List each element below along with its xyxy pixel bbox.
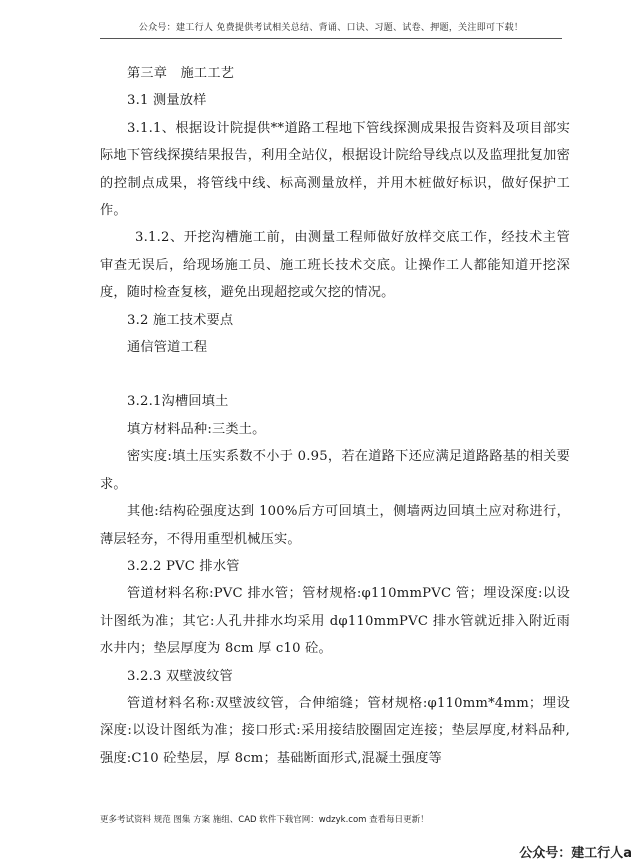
paragraph-3-1-2: 3.1.2、开挖沟槽施工前，由测量工程师做好放样交底工作，经技术主管审查无误后，给现场施工员、施工班长技术交底。让操作工人都能知道开挖深度，随时检查复核，避免出现超挖或欠挖的情况。 bbox=[100, 230, 570, 301]
page-footer: 更多考试资料 规范 图集 方案 施组、CAD 软件下载官网：wdzyk.com 查看每日更新！ bbox=[100, 815, 429, 825]
paragraph-3-2-1-c: 其他:结构砼强度达到 100%后方可回填土，侧墙两边回填土应对称进行，薄层轻夯，不得用重型机械压实。 bbox=[100, 504, 570, 547]
blank-line bbox=[100, 361, 570, 388]
page-header: 公众号：建工行人 免费提供考试相关总结、背诵、口诀、习题、试卷、押题，关注即可下载！ bbox=[138, 23, 524, 33]
paragraph-3-2-2: 管道材料名称:PVC 排水管；管材规格:φ110mmPVC 管；埋设深度:以设计图纸为准；其它:人孔井排水均采用 dφ110mmPVC 排水管就近排入附近雨水井内；垫层厚度为 8cm 厚 c10 砼。 bbox=[100, 586, 570, 657]
document-body bbox=[100, 60, 570, 772]
paragraph-3-2-1-a: 填方材料品种:三类土。 bbox=[127, 421, 266, 437]
section-heading-3-2-3: 3.2.3 双壁波纹管 bbox=[127, 668, 233, 684]
paragraph-3-2-1-b: 密实度:填土压实系数不小于 0.95，若在道路下还应满足道路路基的相关要求。 bbox=[100, 449, 570, 492]
chapter-heading: 第三章 施工工艺 bbox=[127, 66, 235, 81]
section-heading-3-2: 3.2 施工技术要点 bbox=[127, 312, 234, 328]
section-heading-3-1: 3.1 测量放样 bbox=[127, 93, 207, 109]
section-heading-3-2-2: 3.2.2 PVC 排水管 bbox=[127, 558, 240, 574]
header-divider bbox=[100, 38, 562, 39]
subsection-heading: 通信管道工程 bbox=[127, 340, 208, 356]
section-heading-3-2-1: 3.2.1沟槽回填土 bbox=[127, 394, 229, 410]
paragraph-3-1-1: 3.1.1、根据设计院提供**道路工程地下管线探测成果报告资料及项目部实际地下管线探摸结果报告，利用全站仪，根据设计院给导线点以及监理批复加密的控制点成果，将管线中线、标高测量放样，并用木桩做好标识，做好保护工作。 bbox=[100, 120, 570, 219]
paragraph-3-2-3: 管道材料名称:双壁波纹管，合伸缩缝；管材规格:φ110mm*4mm；埋设深度:以设计图纸为准；接口形式:采用接结胶圈固定连接；垫层厚度,材料品种,强度:C10 砼垫层，厚 8cm；基础断面形式,混凝土强度等 bbox=[100, 695, 570, 766]
watermark-label: 公众号：建工行人a bbox=[519, 846, 632, 861]
